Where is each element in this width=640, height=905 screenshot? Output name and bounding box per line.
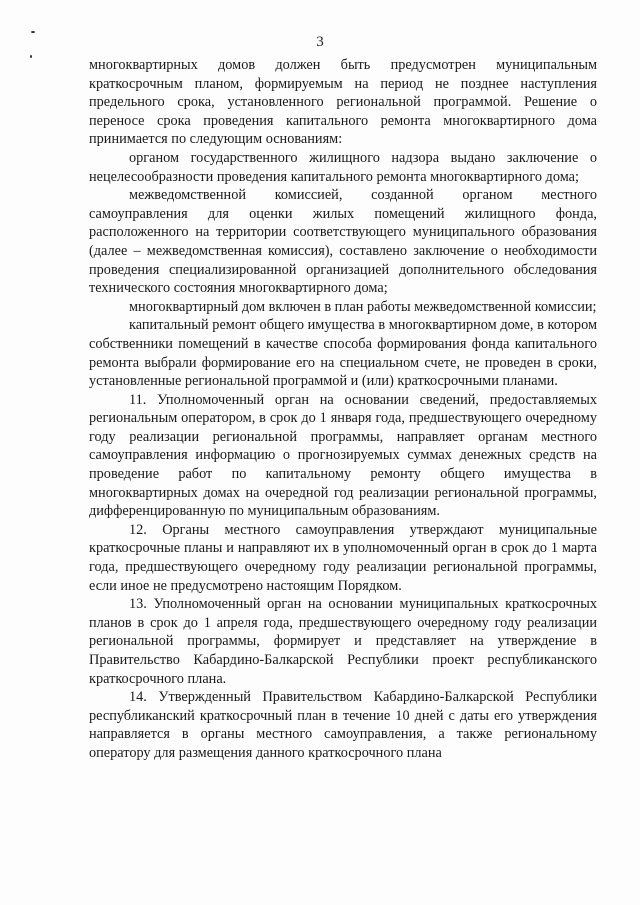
paragraph-ground-1: органом государственного жилищного надзора выдано заключение о нецелесообразности проведения капитального ремонта многоквартирного дома; <box>89 149 597 185</box>
scan-speck <box>30 55 32 58</box>
paragraph-continuation: многоквартирных домов должен быть предусмотрен муниципальным краткосрочным планом, формируемым на период не позднее наступления предельного срока, установленного региональной программой. Решение о переносе срока проведения капитального ремонта многоквартирного дома принимается по следующим основаниям: <box>89 57 597 148</box>
page-number: 3 <box>316 34 324 50</box>
paragraph-item-14: 14. Утвержденный Правительством Кабардино-Балкарской Республики республиканский краткосрочный план в течение 10 дней с даты его утверждения направляется в органы местного самоуправления, а также региональному оператору для размещения данного краткосрочного плана <box>89 689 597 761</box>
paragraph-ground-3: многоквартирный дом включен в план работы межведомственной комиссии; <box>129 298 597 315</box>
paragraph-item-12: 12. Органы местного самоуправления утверждают муниципальные краткосрочные планы и направляют их в уполномоченный орган в срок до 1 марта года, предшествующего очередному году реализации региональной программы, если иное не предусмотрено настоящим Порядком. <box>89 521 597 594</box>
paragraph-item-13: 13. Уполномоченный орган на основании муниципальных краткосрочных планов в срок до 1 апреля года, предшествующего очередному году реализации региональной программы, формирует и представляет на утверждение в Правительство Кабардино-Балкарской Республики проект республиканского краткосрочного плана. <box>89 596 597 687</box>
paragraph-ground-2: межведомственной комиссией, созданной органом местного самоуправления для оценки жилых помещений жилищного фонда, расположенного на территории соответствующего муниципального образования (далее – межведомственная комиссия), составлено заключение о необходимости проведения специализированной организацией дополнительного обследования технического состояния многоквартирного дома; <box>89 187 597 297</box>
paragraph-ground-4: капитальный ремонт общего имущества в многоквартирном доме, в котором собственники помещений в качестве способа формирования фонда капитального ремонта выбрали формирование его на специальном счете, не проведен в сроки, установленные региональной программой и (или) краткосрочными планами. <box>89 317 597 390</box>
document-body <box>89 56 597 763</box>
paragraph-item-11: 11. Уполномоченный орган на основании сведений, предоставляемых региональным оператором, в срок до 1 января года, предшествующего очередному году реализации региональной программы, направляет органам местного самоуправления информацию о прогнозируемых суммах денежных средств на проведение работ по капитальному ремонту общего имущества в многоквартирных домах на очередной год реализации региональной программы, дифференцированную по муниципальным образованиям. <box>89 391 597 520</box>
scan-speck <box>31 31 35 33</box>
